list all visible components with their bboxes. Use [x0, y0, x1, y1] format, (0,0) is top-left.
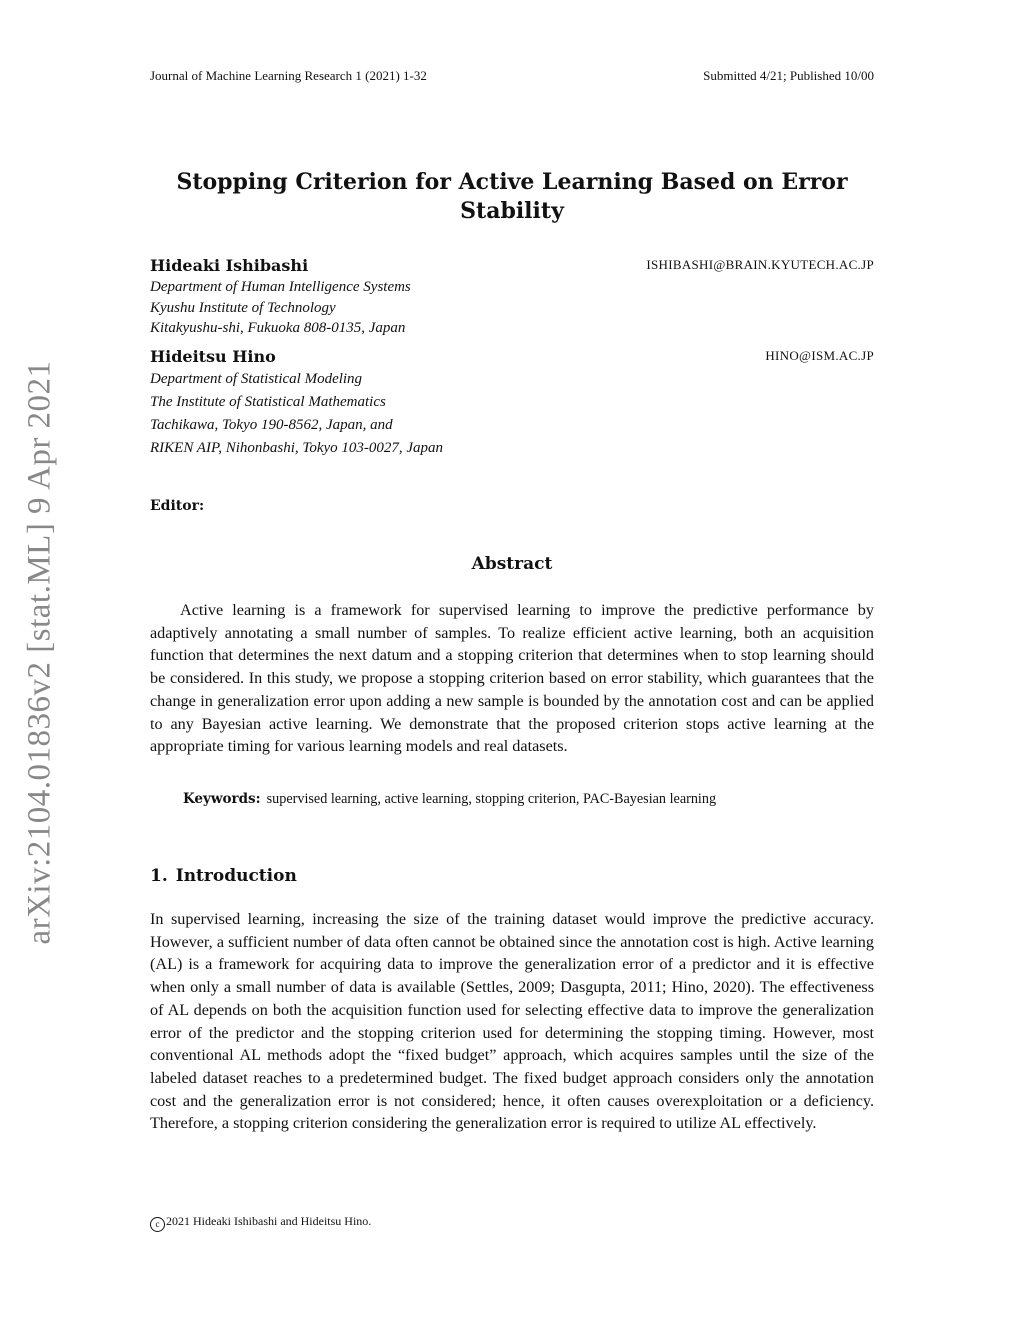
copyright-notice — [150, 1214, 371, 1232]
author-name: Hideitsu Hino — [150, 347, 276, 366]
affiliation-line: Kitakyushu-shi, Fukuoka 808-0135, Japan — [150, 320, 406, 336]
paper-title: Stopping Criterion for Active Learning Based on Error Stability — [176, 169, 848, 224]
arxiv-stamp — [20, 360, 60, 944]
author-name: Hideaki Ishibashi — [150, 256, 309, 275]
affiliation-line: Kyushu Institute of Technology — [150, 299, 336, 316]
copyright-icon: c — [150, 1217, 165, 1232]
affiliation-line: Department of Human Intelligence Systems — [150, 279, 411, 295]
author-block-1 — [150, 255, 874, 339]
section-number: 1. — [150, 866, 168, 886]
author-block-2 — [150, 346, 874, 460]
journal-header: Journal of Machine Learning Research 1 (2021) 1-32 — [150, 68, 427, 83]
copyright-text: 2021 Hideaki Ishibashi and Hideitsu Hino. — [166, 1214, 372, 1228]
keywords — [183, 789, 841, 809]
affiliation-line: Department of Statistical Modeling — [150, 371, 363, 387]
abstract-text: Active learning is a framework for supervised learning to improve the predictive performance by adaptively annotating a small number of samples. To realize efficient active learning, both an acquisition function that determines the next datum and a stopping criterion that determines when to stop learning should be considered. In this study, we propose a stopping criterion based on error stability, which guarantees that the change in generalization error upon adding a new sample is bounded by the annotation cost and can be applied to any Bayesian active learning. We demonstrate that the proposed criterion stops active learning at the appropriate timing for various learning models and real datasets. — [150, 601, 874, 756]
submission-dates: Submitted 4/21; Published 10/00 — [703, 68, 874, 83]
author-email: HINO@ISM.AC.JP — [765, 348, 874, 363]
abstract-heading: Abstract — [471, 554, 553, 574]
affiliation-line: The Institute of Statistical Mathematics — [150, 394, 386, 410]
section-title: Introduction — [175, 866, 297, 886]
section-heading — [150, 866, 297, 886]
editor-label: Editor: — [150, 498, 205, 514]
introduction-text: In supervised learning, increasing the size of the training dataset would improve the predictive accuracy. However, a sufficient number of data often cannot be obtained since the annotation cost is high. Active learning (AL) is a framework for acquiring data to improve the generalization error of a predictor and it is effective when only a small number of data is available (Settles, 2009; Dasgupta, 2011; Hino, 2020). The effectiveness of AL depends on both the acquisition function used for selecting effective data to improve the generalization error of the predictor and the stopping criterion used for determining the stopping timing. However, most conventional AL methods adopt the “fixed budget” approach, which acquires samples until the size of the labeled dataset reaches to a predetermined budget. The fixed budget approach considers only the annotation cost and the generalization error is not considered; hence, it often causes overexploitation or a deficiency. Therefore, a stopping criterion considering the generalization error is required to utilize AL effectively. — [150, 910, 874, 1133]
affiliation-line: RIKEN AIP, Nihonbashi, Tokyo 103-0027, Japan — [150, 440, 444, 456]
affiliation-line: Tachikawa, Tokyo 190-8562, Japan, and — [150, 417, 393, 433]
arxiv-identifier: arXiv:2104.01836v2 [stat.ML] 9 Apr 2021 — [21, 359, 58, 945]
author-email: ISHIBASHI@BRAIN.KYUTECH.AC.JP — [646, 257, 874, 272]
keywords-text: supervised learning, active learning, stopping criterion, PAC-Bayesian learning — [266, 791, 717, 807]
keywords-label: Keywords: — [183, 791, 261, 807]
